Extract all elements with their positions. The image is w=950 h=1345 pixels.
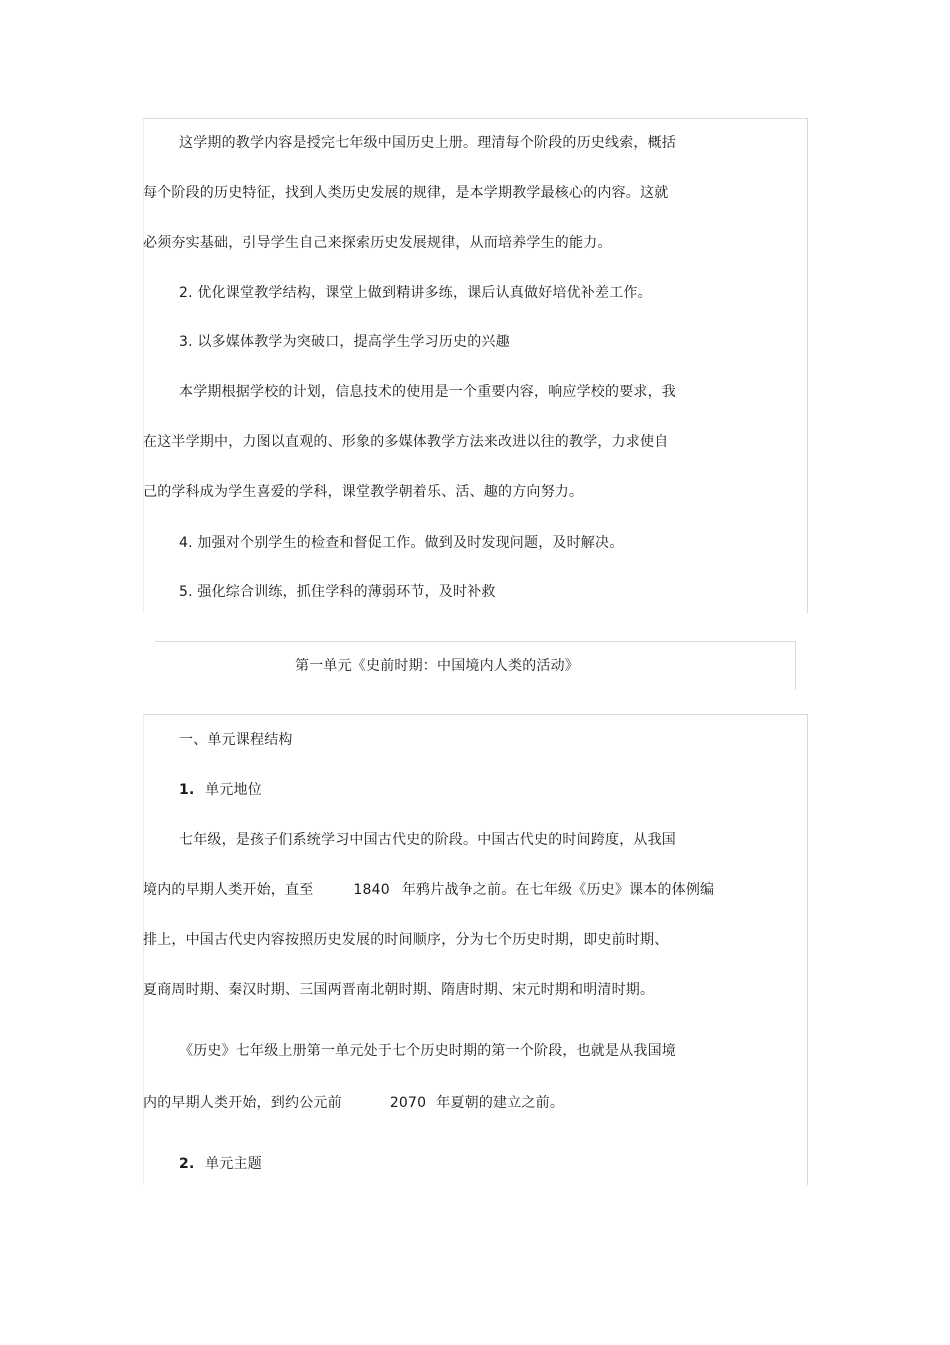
- paragraph-line: 这学期的教学内容是授完七年级中国历史上册。理清每个阶段的历史线索，概括: [179, 135, 676, 151]
- paragraph-line: 夏商周时期、秦汉时期、三国两晋南北朝时期、隋唐时期、宋元时期和明清时期。: [143, 982, 655, 998]
- subheading-unit-position: [179, 780, 262, 800]
- paragraph-line: 在这半学期中，力图以直观的、形象的多媒体教学方法来改进以往的教学，力求使自: [143, 434, 669, 450]
- year-number: 1840: [353, 882, 390, 898]
- paragraph-line: 本学期根据学校的计划，信息技术的使用是一个重要内容，响应学校的要求，我: [179, 384, 676, 400]
- paragraph-line: [143, 1093, 564, 1113]
- paragraph-line: [143, 880, 714, 900]
- list-item-3: 3. 以多媒体教学为突破口，提高学生学习历史的兴趣: [179, 334, 510, 350]
- list-item-4: 4. 加强对个别学生的检查和督促工作。做到及时发现问题，及时解决。: [179, 535, 624, 551]
- paragraph-line: 必须夯实基础，引导学生自己来探索历史发展规律，从而培养学生的能力。: [143, 235, 612, 251]
- list-item-2: 2. 优化课堂教学结构，课堂上做到精讲多练，课后认真做好培优补差工作。: [179, 285, 652, 301]
- text-segment: 年鸦片战争之前。在七年级《历史》课本的体例编: [401, 882, 715, 898]
- text-segment: 内的早期人类开始，到约公元前: [143, 1095, 342, 1111]
- subheading-unit-theme: [179, 1154, 262, 1174]
- paragraph-line: 己的学科成为学生喜爱的学科，课堂教学朝着乐、活、趣的方向努力。: [143, 484, 584, 500]
- paragraph-line: 《历史》七年级上册第一单元处于七个历史时期的第一个阶段，也就是从我国境: [179, 1043, 676, 1059]
- subheading-label: 单元地位: [205, 782, 262, 798]
- text-segment: 境内的早期人类开始，直至: [143, 882, 314, 898]
- subheading-number: 2.: [179, 1156, 195, 1172]
- subheading-label: 单元主题: [205, 1156, 262, 1172]
- paragraph-line: 每个阶段的历史特征，找到人类历史发展的规律，是本学期教学最核心的内容。这就: [143, 185, 669, 201]
- paragraph-line: 七年级，是孩子们系统学习中国古代史的阶段。中国古代史的时间跨度，从我国: [179, 832, 676, 848]
- subheading-number: 1.: [179, 782, 195, 798]
- text-segment: 年夏朝的建立之前。: [436, 1095, 565, 1111]
- unit-title: 第一单元《史前时期：中国境内人类的活动》: [295, 658, 579, 674]
- list-item-5: 5. 强化综合训练，抓住学科的薄弱环节，及时补救: [179, 584, 496, 600]
- year-number: 2070: [389, 1095, 427, 1111]
- paragraph-line: 排上，中国古代史内容按照历史发展的时间顺序，分为七个历史时期，即史前时期、: [143, 932, 669, 948]
- section-heading: 一、单元课程结构: [179, 732, 293, 748]
